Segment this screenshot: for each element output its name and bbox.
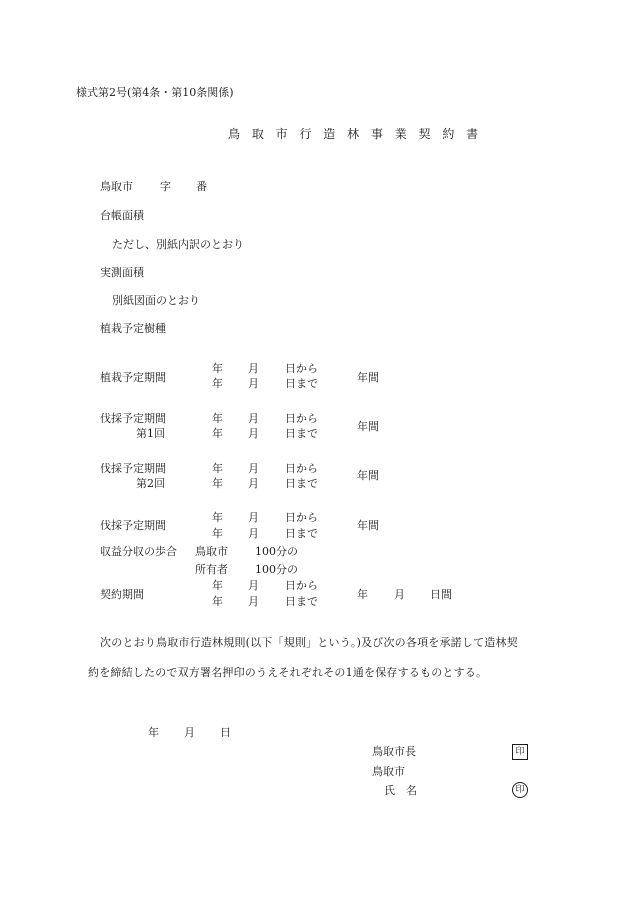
date-month: 月 xyxy=(248,527,259,540)
date-month: 月 xyxy=(248,427,259,440)
date-year: 年 xyxy=(212,595,223,608)
date-from: 日から xyxy=(285,462,318,475)
body-line-2: 約を締結したので双方署名押印のうえそれぞれその1通を保存するものとする。 xyxy=(88,666,488,679)
date-month: 月 xyxy=(248,412,259,425)
date-to: 日まで xyxy=(285,427,318,440)
felling-3-label: 伐採予定期間 xyxy=(100,519,166,532)
date-year: 年 xyxy=(212,511,223,524)
signature-name: 氏 名 xyxy=(384,784,417,797)
revenue-label: 収益分収の歩合 xyxy=(100,545,177,558)
date-from: 日から xyxy=(285,579,318,592)
date-year: 年 xyxy=(212,462,223,475)
period-years: 年間 xyxy=(357,519,379,532)
period-years: 年間 xyxy=(357,420,379,433)
contract-period-label: 契約期間 xyxy=(100,588,144,601)
date-month: 月 xyxy=(248,362,259,375)
location-aza: 字 xyxy=(160,180,171,193)
sign-date-month: 月 xyxy=(184,726,195,739)
date-year: 年 xyxy=(212,412,223,425)
round-seal-icon: 印 xyxy=(512,782,528,798)
felling-2-label: 伐採予定期間 xyxy=(100,462,166,475)
planting-period-label: 植栽予定期間 xyxy=(100,371,166,384)
sign-date-year: 年 xyxy=(148,726,159,739)
period-years: 年間 xyxy=(357,469,379,482)
date-to: 日まで xyxy=(285,377,318,390)
date-year: 年 xyxy=(212,579,223,592)
ledger-area-label: 台帳面積 xyxy=(100,209,144,222)
date-year: 年 xyxy=(212,527,223,540)
contract-days: 日間 xyxy=(430,588,452,601)
species-label: 植栽予定樹種 xyxy=(100,322,166,335)
revenue-owner: 所有者 xyxy=(195,563,228,576)
date-year: 年 xyxy=(212,427,223,440)
period-years: 年間 xyxy=(357,371,379,384)
date-to: 日まで xyxy=(285,595,318,608)
revenue-owner-share: 100分の xyxy=(255,563,298,576)
felling-1-label: 伐採予定期間 xyxy=(100,412,166,425)
date-year: 年 xyxy=(212,362,223,375)
date-month: 月 xyxy=(248,377,259,390)
date-month: 月 xyxy=(248,579,259,592)
revenue-city-share: 100分の xyxy=(255,545,298,558)
revenue-city: 鳥取市 xyxy=(195,545,228,558)
measured-area-note: 別紙図面のとおり xyxy=(112,294,200,307)
date-from: 日から xyxy=(285,362,318,375)
date-month: 月 xyxy=(248,511,259,524)
date-year: 年 xyxy=(212,477,223,490)
date-to: 日まで xyxy=(285,527,318,540)
measured-area-label: 実測面積 xyxy=(100,266,144,279)
date-month: 月 xyxy=(248,595,259,608)
sign-date-day: 日 xyxy=(220,726,231,739)
body-line-1: 次のとおり鳥取市行造林規則(以下「規則」という。)及び次の各項を承諾して造林契 xyxy=(100,636,518,649)
location-city: 鳥取市 xyxy=(100,180,133,193)
date-to: 日まで xyxy=(285,477,318,490)
date-from: 日から xyxy=(285,511,318,524)
form-number: 様式第2号(第4条・第10条関係) xyxy=(76,86,234,99)
date-year: 年 xyxy=(212,377,223,390)
square-seal-icon: 印 xyxy=(512,744,528,760)
felling-1-sub: 第1回 xyxy=(136,427,165,440)
ledger-area-note: ただし、別紙内訳のとおり xyxy=(112,238,244,251)
date-month: 月 xyxy=(248,477,259,490)
page-title: 鳥 取 市 行 造 林 事 業 契 約 書 xyxy=(228,127,483,141)
location-ban: 番 xyxy=(196,180,207,193)
date-month: 月 xyxy=(248,462,259,475)
date-from: 日から xyxy=(285,412,318,425)
signature-mayor: 鳥取市長 xyxy=(372,745,416,758)
felling-2-sub: 第2回 xyxy=(136,477,165,490)
contract-year: 年 xyxy=(357,588,368,601)
contract-month: 月 xyxy=(394,588,405,601)
signature-city: 鳥取市 xyxy=(372,765,405,778)
